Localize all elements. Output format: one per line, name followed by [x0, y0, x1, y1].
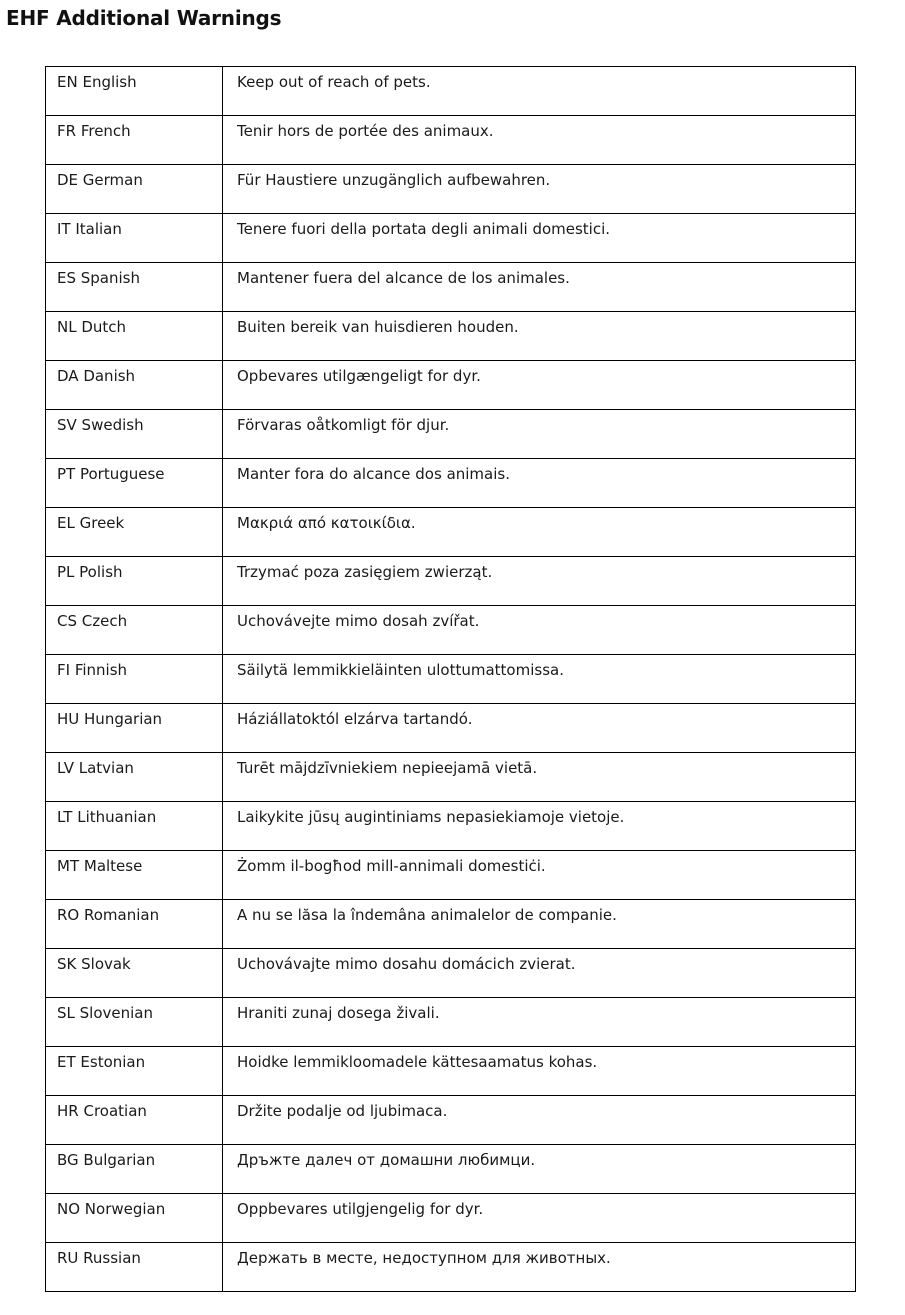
table-row	[46, 508, 856, 557]
language-cell	[46, 949, 223, 998]
warning-cell	[223, 459, 856, 508]
table-row	[46, 67, 856, 116]
language-label: CS Czech	[57, 612, 128, 630]
table-row	[46, 753, 856, 802]
language-label: SL Slovenian	[57, 1004, 153, 1022]
warning-cell	[223, 1096, 856, 1145]
warning-cell	[223, 361, 856, 410]
warning-cell	[223, 753, 856, 802]
warning-cell	[223, 998, 856, 1047]
language-label: PL Polish	[57, 563, 123, 581]
language-label: DA Danish	[57, 367, 136, 385]
warning-cell	[223, 508, 856, 557]
warning-text: Manter fora do alcance dos animais.	[237, 465, 510, 483]
language-label: ET Estonian	[57, 1053, 146, 1071]
language-label: HU Hungarian	[57, 710, 163, 728]
table-row	[46, 361, 856, 410]
language-cell	[46, 508, 223, 557]
language-cell	[46, 1243, 223, 1292]
warnings-table	[45, 66, 856, 1292]
warning-text: Buiten bereik van huisdieren houden.	[237, 318, 519, 336]
warning-text: Mantener fuera del alcance de los animales.	[237, 269, 570, 287]
warning-cell	[223, 851, 856, 900]
table-row	[46, 263, 856, 312]
table-row	[46, 851, 856, 900]
warning-cell	[223, 410, 856, 459]
warning-cell	[223, 949, 856, 998]
language-cell	[46, 1096, 223, 1145]
warning-cell	[223, 1145, 856, 1194]
language-cell	[46, 410, 223, 459]
warning-text: Hraniti zunaj dosega živali.	[237, 1004, 440, 1022]
warning-text: Turēt mājdzīvniekiem nepieejamā vietā.	[237, 759, 538, 777]
language-cell	[46, 900, 223, 949]
warning-cell	[223, 1194, 856, 1243]
warning-text: Дръжте далеч от домашни любимци.	[237, 1151, 536, 1169]
warning-text: Μακριά από κατοικίδια.	[237, 514, 416, 532]
language-label: HR Croatian	[57, 1102, 147, 1120]
language-cell	[46, 606, 223, 655]
language-label: RU Russian	[57, 1249, 141, 1267]
warning-text: Säilytä lemmikkieläinten ulottumattomissa.	[237, 661, 564, 679]
table-row	[46, 949, 856, 998]
warning-text: Držite podalje od ljubimaca.	[237, 1102, 448, 1120]
table-row	[46, 704, 856, 753]
warning-text: Uchovávajte mimo dosahu domácich zvierat.	[237, 955, 576, 973]
warning-text: Für Haustiere unzugänglich aufbewahren.	[237, 171, 551, 189]
language-cell	[46, 753, 223, 802]
warning-cell	[223, 802, 856, 851]
language-cell	[46, 459, 223, 508]
table-row	[46, 459, 856, 508]
table-row	[46, 1194, 856, 1243]
language-label: DE German	[57, 171, 143, 189]
language-cell	[46, 263, 223, 312]
warning-cell	[223, 655, 856, 704]
warning-text: Uchovávejte mimo dosah zvířat.	[237, 612, 480, 630]
language-cell	[46, 1194, 223, 1243]
table-row	[46, 998, 856, 1047]
warnings-table-body	[46, 67, 856, 1292]
table-row	[46, 606, 856, 655]
language-label: NL Dutch	[57, 318, 127, 336]
language-label: MT Maltese	[57, 857, 143, 875]
language-cell	[46, 1145, 223, 1194]
warning-text: Háziállatoktól elzárva tartandó.	[237, 710, 473, 728]
language-label: RO Romanian	[57, 906, 160, 924]
warning-text: Hoidke lemmikloomadele kättesaamatus kohas.	[237, 1053, 598, 1071]
language-label: PT Portuguese	[57, 465, 165, 483]
language-cell	[46, 998, 223, 1047]
language-label: EN English	[57, 73, 137, 91]
table-row	[46, 165, 856, 214]
table-row	[46, 214, 856, 263]
warning-cell	[223, 116, 856, 165]
language-label: SK Slovak	[57, 955, 131, 973]
language-cell	[46, 655, 223, 704]
warning-cell	[223, 900, 856, 949]
language-cell	[46, 312, 223, 361]
language-label: LV Latvian	[57, 759, 134, 777]
warning-text: Tenere fuori della portata degli animali domestici.	[237, 220, 611, 238]
warning-cell	[223, 606, 856, 655]
language-label: SV Swedish	[57, 416, 144, 434]
warning-text: Oppbevares utilgjengelig for dyr.	[237, 1200, 484, 1218]
language-label: NO Norwegian	[57, 1200, 166, 1218]
language-cell	[46, 704, 223, 753]
warning-cell	[223, 704, 856, 753]
table-row	[46, 116, 856, 165]
warning-cell	[223, 1243, 856, 1292]
warning-text: Laikykite jūsų augintiniams nepasiekiamoje vietoje.	[237, 808, 625, 826]
language-cell	[46, 851, 223, 900]
table-row	[46, 802, 856, 851]
language-cell	[46, 361, 223, 410]
language-label: FR French	[57, 122, 131, 140]
page-title: EHF Additional Warnings	[6, 6, 282, 30]
table-row	[46, 410, 856, 459]
warning-text: A nu se lăsa la îndemâna animalelor de companie.	[237, 906, 617, 924]
table-row	[46, 655, 856, 704]
language-label: ES Spanish	[57, 269, 140, 287]
language-cell	[46, 165, 223, 214]
table-row	[46, 1047, 856, 1096]
language-cell	[46, 1047, 223, 1096]
warning-text: Tenir hors de portée des animaux.	[237, 122, 494, 140]
warning-text: Trzymać poza zasięgiem zwierząt.	[237, 563, 493, 581]
warning-cell	[223, 165, 856, 214]
table-row	[46, 1243, 856, 1292]
language-cell	[46, 557, 223, 606]
table-row	[46, 900, 856, 949]
warning-text: Żomm il-bogħod mill-annimali domestiċi.	[237, 857, 546, 875]
language-cell	[46, 67, 223, 116]
table-row	[46, 1145, 856, 1194]
warning-cell	[223, 214, 856, 263]
language-label: LT Lithuanian	[57, 808, 157, 826]
language-cell	[46, 214, 223, 263]
warning-cell	[223, 1047, 856, 1096]
warning-text: Förvaras oåtkomligt för djur.	[237, 416, 450, 434]
warning-cell	[223, 312, 856, 361]
language-cell	[46, 116, 223, 165]
warning-text: Keep out of reach of pets.	[237, 73, 431, 91]
warning-text: Держать в месте, недоступном для животных.	[237, 1249, 611, 1267]
warning-text: Opbevares utilgængeligt for dyr.	[237, 367, 481, 385]
table-row	[46, 312, 856, 361]
table-row	[46, 557, 856, 606]
language-label: FI Finnish	[57, 661, 128, 679]
language-cell	[46, 802, 223, 851]
language-label: EL Greek	[57, 514, 125, 532]
warning-cell	[223, 263, 856, 312]
table-row	[46, 1096, 856, 1145]
warning-cell	[223, 67, 856, 116]
warning-cell	[223, 557, 856, 606]
language-label: IT Italian	[57, 220, 122, 238]
language-label: BG Bulgarian	[57, 1151, 156, 1169]
